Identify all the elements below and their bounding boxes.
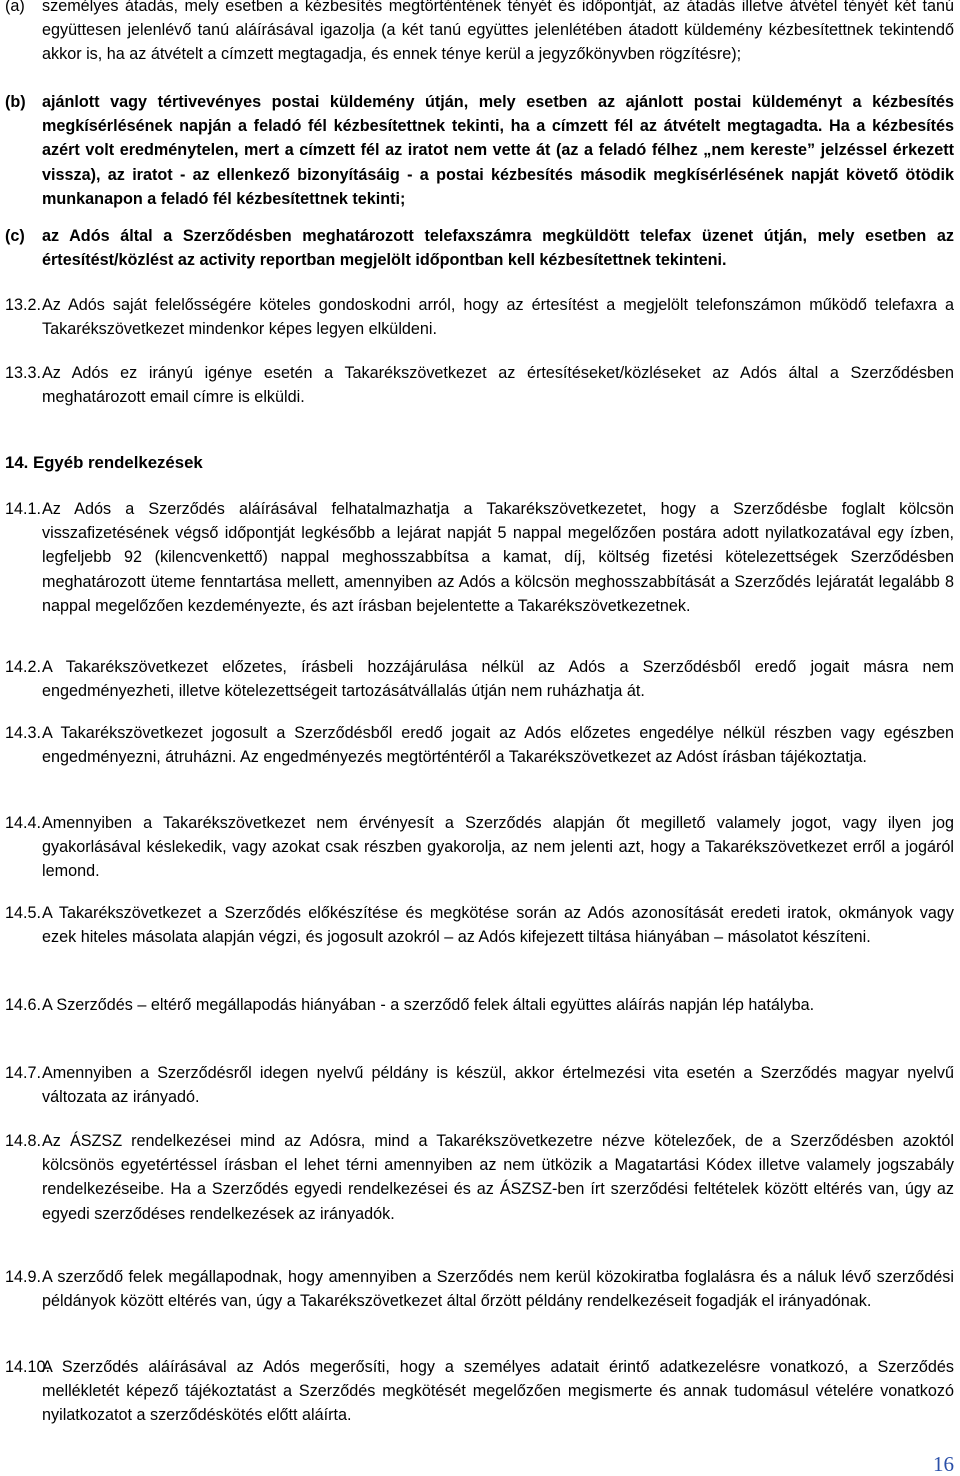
list-item	[0, 224, 960, 272]
list-item-text: személyes átadás, mely esetben a kézbesítés megtörténtének tényét és időpontját, az átadás illetve átvétel tényét két tanú együttesen jelenlévő tanú aláírásával igazolja (a két tanú együttes jelenlétében átadott küldemény kézbesítettnek tekintendő akkor is, ha az átvételt a címzett megtagadja, és ennek ténye kerül a jegyzőkönyvben rögzítésre);	[42, 0, 954, 64]
paragraph-14-2	[0, 655, 960, 703]
paragraph-text: A Szerződés aláírásával az Adós megerősíti, hogy a személyes adatait érintő adatkezelésre vonatkozó, a Szerződés mellékletét képező tájékoztatást a Szerződés megkötését megelőzően megismerte és annak tudomásul vételére vonatkozó nyilatkozatot a szerződéskötés előtt aláírta.	[42, 1358, 954, 1425]
paragraph-14-3	[0, 721, 960, 769]
list-item-label: (b)	[5, 93, 26, 111]
paragraph-text: Amennyiben a Szerződésről idegen nyelvű példány is készül, akkor értelmezési vita esetén a Szerződés magyar nyelvű változata az irányadó.	[42, 1064, 954, 1107]
paragraph-text: Az Adós saját felelősségére köteles gondoskodni arról, hogy az értesítést a megjelölt telefonszámon működő telefaxra a Takarékszövetkezet mindenkor képes legyen elküldeni.	[42, 296, 954, 339]
paragraph-text: A szerződő felek megállapodnak, hogy amennyiben a Szerződés nem kerül közokiratba foglalásra és a náluk lévő szerződési példányok között eltérés van, úgy a Takarékszövetkezet által őrzött példány rendelkezéseit fogadják el irányadónak.	[42, 1268, 954, 1311]
paragraph-14-4	[0, 811, 960, 884]
list-item-text: ajánlott vagy tértivevényes postai küldemény útján, mely esetben az ajánlott postai küldeményt a kézbesítés megkísérlésének napján a feladó fél kézbesítettnek tekinti, ha a címzett fél az átvételt megtagadta. Ha a kézbesítés azért volt eredménytelen, mert a címzett fél az iratot nem vette át (az a feladó félhez „nem kereste” jelzéssel érkezett vissza), az iratot - az ellenkező bizonyításáig - a postai kézbesítés második megkísérlésének napját követő ötödik munkanapon a feladó fél kézbesítettnek tekinti;	[42, 93, 954, 208]
paragraph-number: 14.1.	[5, 500, 42, 518]
paragraph-13-3	[0, 361, 960, 409]
paragraph-text: A Takarékszövetkezet jogosult a Szerződésből eredő jogait az Adós előzetes engedélye nélkül részben vagy egészben engedményezni, átruházni. Az engedményezés megtörténtéről a Takarékszövetkezet az Adóst írásban tájékoztatja.	[42, 724, 954, 767]
paragraph-text: A Takarékszövetkezet a Szerződés előkészítése és megkötése során az Adós azonosítását eredeti iratok, okmányok vagy ezek hiteles másolata alapján végzi, és jogosult azokról – az Adós kifejezett tiltása hiányában – másolatot készíteni.	[42, 904, 954, 947]
list-item	[0, 90, 960, 211]
paragraph-number: 14.10.	[5, 1358, 51, 1376]
paragraph-number: 13.2.	[5, 296, 42, 314]
paragraph-text: Amennyiben a Takarékszövetkezet nem érvényesít a Szerződés alapján őt megillető valamely jogot, vagy ilyen jog gyakorlásával késlekedik, vagy azokat csak részben gyakorolja, az nem jelenti azt, hogy a Takarékszövetkezet erről a jogáról lemond.	[42, 814, 954, 881]
paragraph-text: Az Adós a Szerződés aláírásával felhatalmazhatja a Takarékszövetkezetet, hogy a Szerződésbe foglalt kölcsön visszafizetésének végső időpontját legkésőbb a lejárat napját 5 nappal megelőzően postára adott nyilatkozatával egy ízben, legfeljebb 92 (kilencvenkettő) nappal meghosszabbítsa a kamat, díj, költség fizetési kötelezettségek Szerződésben meghatározott üteme fenntartása mellett, amennyiben az Adós a kölcsön meghosszabbítását a Szerződés lejáratát legalább 8 nappal megelőzően kezdeményezte, és azt írásban bejelentette a Takarékszövetkezetnek.	[42, 500, 954, 615]
paragraph-number: 14.5.	[5, 904, 42, 922]
paragraph-14-9	[0, 1265, 960, 1313]
paragraph-14-5	[0, 901, 960, 949]
paragraph-text: Az ÁSZSZ rendelkezései mind az Adósra, mind a Takarékszövetkezetre nézve kötelezőek, de a Szerződésben azoktól kölcsönös egyetértéssel írásban el lehet térni amennyiben az nem ütközik a Magatartási Kódex illetve valamely jogszabály rendelkezéseibe. Ha a Szerződés egyedi rendelkezései és az ÁSZSZ-ben írt szerződési feltételek között eltérés van, úgy az egyedi szerződéses rendelkezések az irányadók.	[42, 1132, 954, 1223]
list-item-label: (c)	[5, 227, 25, 245]
paragraph-text: A Szerződés – eltérő megállapodás hiányában - a szerződő felek általi együttes aláírás napján lép hatályba.	[42, 996, 815, 1014]
paragraph-number: 14.4.	[5, 814, 42, 832]
paragraph-14-6	[0, 993, 960, 1017]
page-number: 16	[933, 1451, 954, 1476]
paragraph-text: Az Adós ez irányú igénye esetén a Takarékszövetkezet az értesítéseket/közléseket az Adós által a Szerződésben meghatározott email címre is elküldi.	[42, 364, 954, 407]
paragraph-number: 14.6.	[5, 996, 42, 1014]
list-item	[0, 0, 960, 67]
paragraph-14-8	[0, 1129, 960, 1226]
list-item-label: (a)	[5, 0, 25, 15]
paragraph-number: 14.9.	[5, 1268, 42, 1286]
paragraph-14-7	[0, 1061, 960, 1109]
list-item-text: az Adós által a Szerződésben meghatározott telefaxszámra megküldött telefax üzenet útján, mely esetben az értesítést/közlést az activity reportban megjelölt időpontban kell kézbesítettnek tekinteni.	[42, 227, 954, 270]
paragraph-number: 14.8.	[5, 1132, 42, 1150]
paragraph-text: A Takarékszövetkezet előzetes, írásbeli hozzájárulása nélkül az Adós a Szerződésből eredő jogait másra nem engedményezheti, illetve kötelezettségeit tartozásátvállalás útján nem ruházhatja át.	[42, 658, 954, 701]
paragraph-number: 14.3.	[5, 724, 42, 742]
paragraph-number: 14.7.	[5, 1064, 42, 1082]
paragraph-14-1	[0, 497, 960, 618]
section-heading: 14. Egyéb rendelkezések	[5, 453, 203, 472]
paragraph-14-10	[0, 1355, 960, 1428]
paragraph-13-2	[0, 293, 960, 341]
paragraph-number: 14.2.	[5, 658, 42, 676]
paragraph-number: 13.3.	[5, 364, 42, 382]
